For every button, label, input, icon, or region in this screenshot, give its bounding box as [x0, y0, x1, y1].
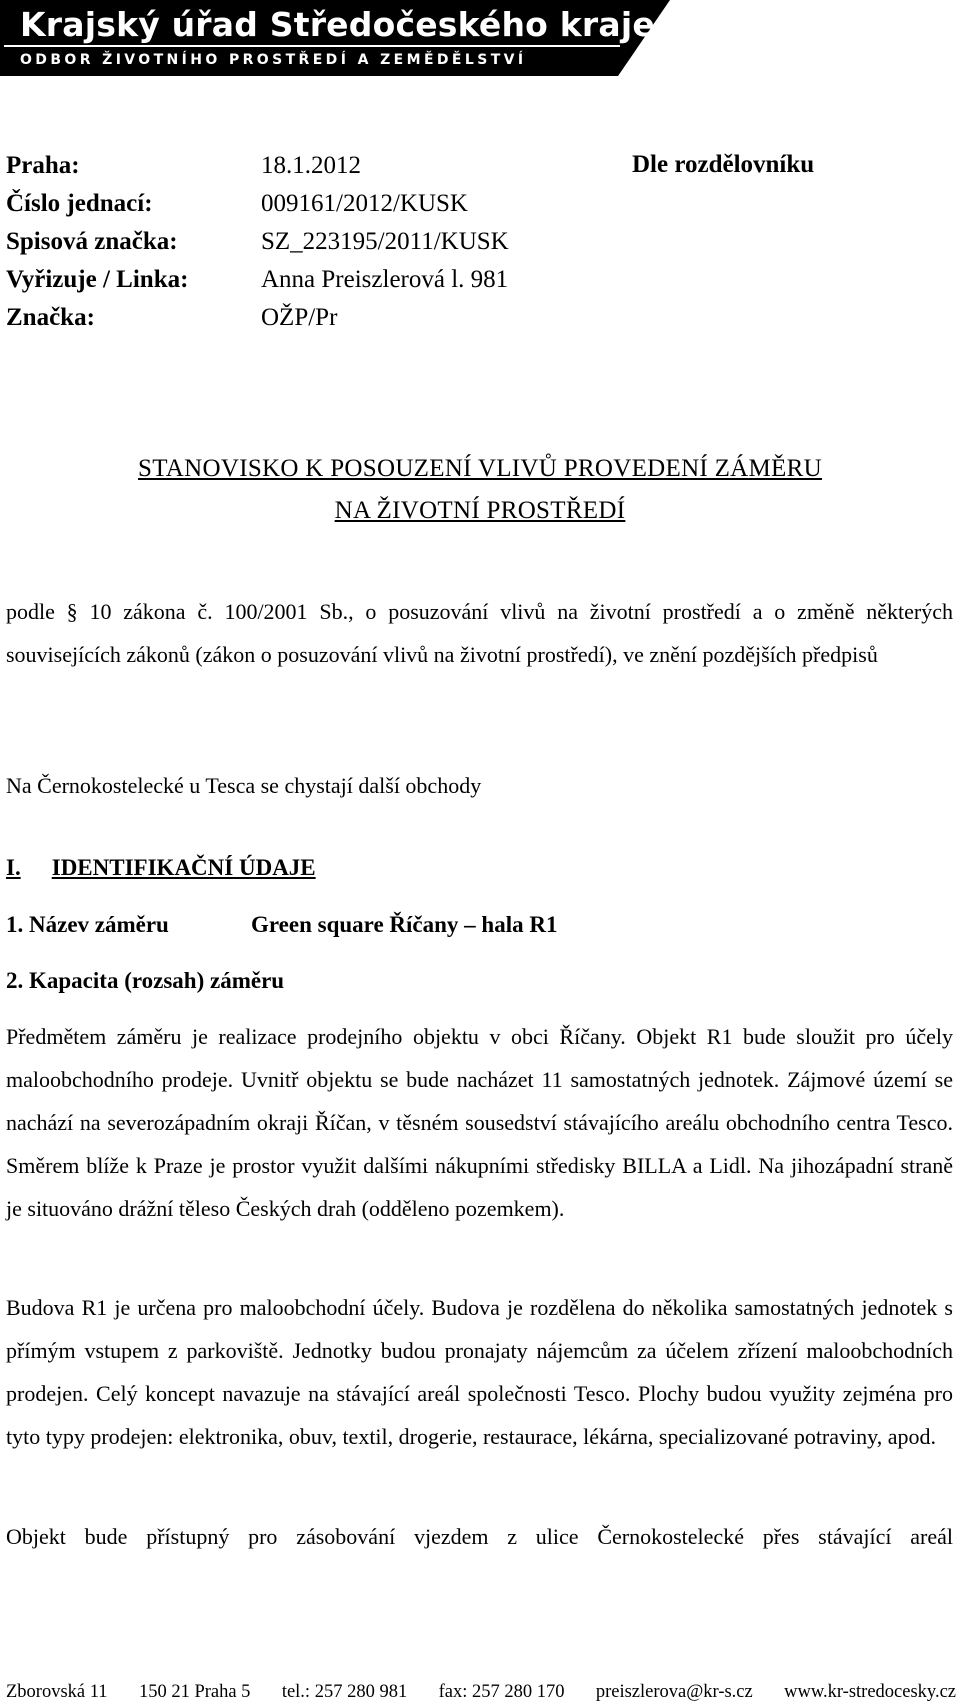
legal-basis-paragraph: podle § 10 zákona č. 100/2001 Sb., o posuzování vlivů na životní prostředí a o změně některých souvisejících zákonů (zákon o posuzování vlivů na životní prostředí), ve znění pozdějších předpisů	[6, 599, 953, 667]
section-i-heading	[6, 853, 316, 883]
paragraph-1: Předmětem záměru je realizace prodejního objektu v obci Říčany. Objekt R1 bude sloužit pro účely maloobchodního prodeje. Uvnitř objektu se bude nacházet 11 samostatných jednotek. Zájmové území se nachází na severozápadním okraji Říčan, v těsném sousedství stávajícího areálu obchodního centra Tesco. Směrem blíže k Praze je prostor využit dalšími nákupními středisky BILLA a Lidl. Na jihozápadní straně je situováno drážní těleso Českých drah (odděleno pozemkem).	[6, 1024, 953, 1221]
distribution-note: Dle rozdělovníku	[632, 151, 815, 178]
headline-text: Na Černokostelecké u Tesca se chystají další obchody	[6, 773, 482, 798]
mark-value: OŽP/Pr	[261, 304, 338, 331]
footer-street: Zborovská 11	[6, 1682, 108, 1702]
office-name: Krajský úřad Středočeského kraje	[20, 5, 655, 44]
item-2-label: 2. Kapacita (rozsah) záměru	[6, 968, 285, 993]
footer-contact	[6, 1682, 956, 1703]
document-title-line-1: STANOVISKO K POSOUZENÍ VLIVŮ PROVEDENÍ ZÁMĚRU	[138, 455, 822, 482]
footer-web[interactable]: www.kr-stredocesky.cz	[784, 1682, 956, 1702]
handler-label: Vyřizuje / Linka:	[6, 266, 189, 293]
ref-number-value: 009161/2012/KUSK	[261, 190, 468, 217]
section-i-title: IDENTIFIKAČNÍ ÚDAJE	[51, 855, 316, 880]
header-banner	[0, 0, 670, 76]
paragraph-3: Objekt bude přístupný pro zásobování vjezdem z ulice Černokostelecké přes stávající areál	[6, 1524, 953, 1549]
file-mark-label: Spisová značka:	[6, 228, 178, 255]
footer-email[interactable]: preiszlerova@kr-s.cz	[595, 1682, 753, 1702]
file-mark-value: SZ_223195/2011/KUSK	[261, 228, 509, 255]
footer-fax: fax: 257 280 170	[438, 1682, 565, 1702]
document-title-line-2: NA ŽIVOTNÍ PROSTŘEDÍ	[334, 497, 626, 524]
paragraph-2: Budova R1 je určena pro maloobchodní účely. Budova je rozdělena do několika samostatných jednotek s přímým vstupem z parkoviště. Jednotky budou pronajaty nájemcům za účelem zřízení maloobchodních prodejen. Celý koncept navazuje na stávající areál společnosti Tesco. Plochy budou využity zejména pro tyto typy prodejen: elektronika, obuv, textil, drogerie, restaurace, lékárna, specializované potraviny, apod.	[6, 1295, 953, 1449]
footer-phone: tel.: 257 280 981	[281, 1682, 408, 1702]
place-label: Praha:	[6, 152, 80, 179]
ref-number-label: Číslo jednací:	[6, 190, 153, 217]
section-i-number: I.	[6, 855, 21, 880]
footer-city: 150 21 Praha 5	[138, 1682, 251, 1702]
department-name: ODBOR ŽIVOTNÍHO PROSTŘEDÍ A ZEMĚDĚLSTVÍ	[20, 52, 527, 68]
item-1-label: 1. Název záměru	[6, 912, 169, 937]
mark-label: Značka:	[6, 304, 95, 331]
item-1-value: Green square Říčany – hala R1	[251, 912, 558, 937]
date-value: 18.1.2012	[261, 152, 361, 179]
handler-value: Anna Preiszlerová l. 981	[261, 266, 509, 293]
